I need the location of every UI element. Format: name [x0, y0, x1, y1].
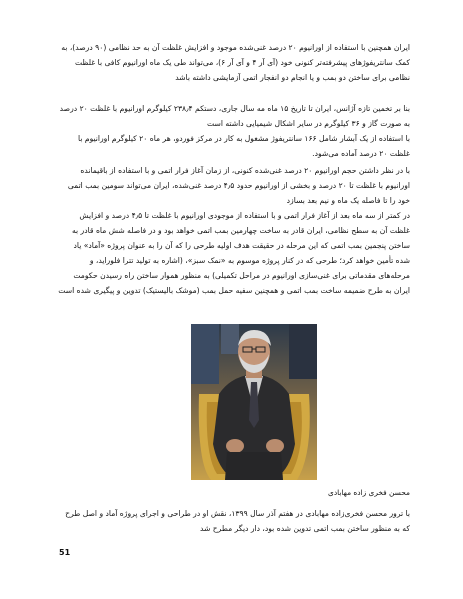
- paragraph-4: با در نظر داشتن حجم اورانیوم ۲۰ درصد غنی‌شده کنونی، از زمان آغاز فرار اتمی و با استفاده از باقیمانده اورانیوم با غلظت تا ۲۰ درصد و بخشی از اورانیوم حدود ۴٫۵ درصد غنی‌شده، ایران می‌تواند سومین بمب اتمی خود را تا فاصله یک ماه و نیم بعد بسازد: [67, 166, 410, 205]
- paragraph-1: ایران همچنین با استفاده از اورانیوم ۲۰ درصد غنی‌شده موجود و افزایش غلظت آن به حد نظامی (۹۰ درصد)، به کمک سانتریفوژهای پیشرفته‌تر کنونی خود (آی آر ۴ و آی آر ۶)، می‌تواند طی یک ماه اورانیوم کافی با غلظت نظامی برای ساختن دو بمب و یا انجام دو انفجار اتمی آزمایشی داشته باشد: [61, 43, 410, 82]
- portrait-illustration: [191, 324, 317, 480]
- page-number: 51: [59, 548, 71, 557]
- paragraph-2: بنا بر تخمین تازه آژانس، ایران تا تاریخ ۱۵ ماه مه سال جاری، دستکم ۲۳۸٫۴ کیلوگرم اورانیوم با غلظت ۲۰ درصد به صورت گاز و ۳۶ کیلوگرم در سایر اشکال شیمیایی داشته است: [59, 104, 410, 128]
- paragraph-5: در کمتر از سه ماه بعد از آغاز فرار اتمی و با استفاده از موجودی اورانیوم با غلظت تا ۴٫۵ درصد و افزایش غلظت آن به سطح نظامی، ایران قادر به ساخت چهارمین بمب اتمی خواهد بود و در فاصله شش ماه قادر به ساختن پنجمین بمب اتمی که این مرحله در حقیقت هدف اولیه طرحی را که آن را به عنوان پروژه «آماد» یاد شده تأمین خواهد کرد؛ طرحی که در کنار پروژه موسوم به «نمک سبز»، (اشاره به تولید تترا فلوراید، و مرحله‌های مقدماتی برای غنی‌سازی اورانیوم در مراحل تکمیلی) به منظور هموار ساختن راه رسیدن حکومت ایران به طرح ضمیمه ساخت بمب اتمی و همچنین سفیه حمل بمب (موشک بالیستیک) تدوین و پیگیری شده است: [58, 211, 410, 295]
- paragraph-3: با استفاده از یک آبشار شامل ۱۶۶ سانتریفوژ مشغول به کار در مرکز فوردو، هر ماه ۲۰ کیلوگرم اورانیوم با غلظت ۲۰ درصد آماده می‌شود.: [78, 134, 410, 158]
- paragraph-6: با ترور محسن فخری‌زاده مهابادی در هفتم آذر سال ۱۳۹۹، نقش او در طراحی و اجرای پروژه آماد و اصل طرح که به منظور ساختن بمب اتمی تدوین شده بود، دار دیگر مطرح شد: [65, 509, 410, 533]
- portrait-photo: [191, 324, 317, 480]
- photo-caption: محسن فخری زاده مهابادی: [328, 488, 410, 497]
